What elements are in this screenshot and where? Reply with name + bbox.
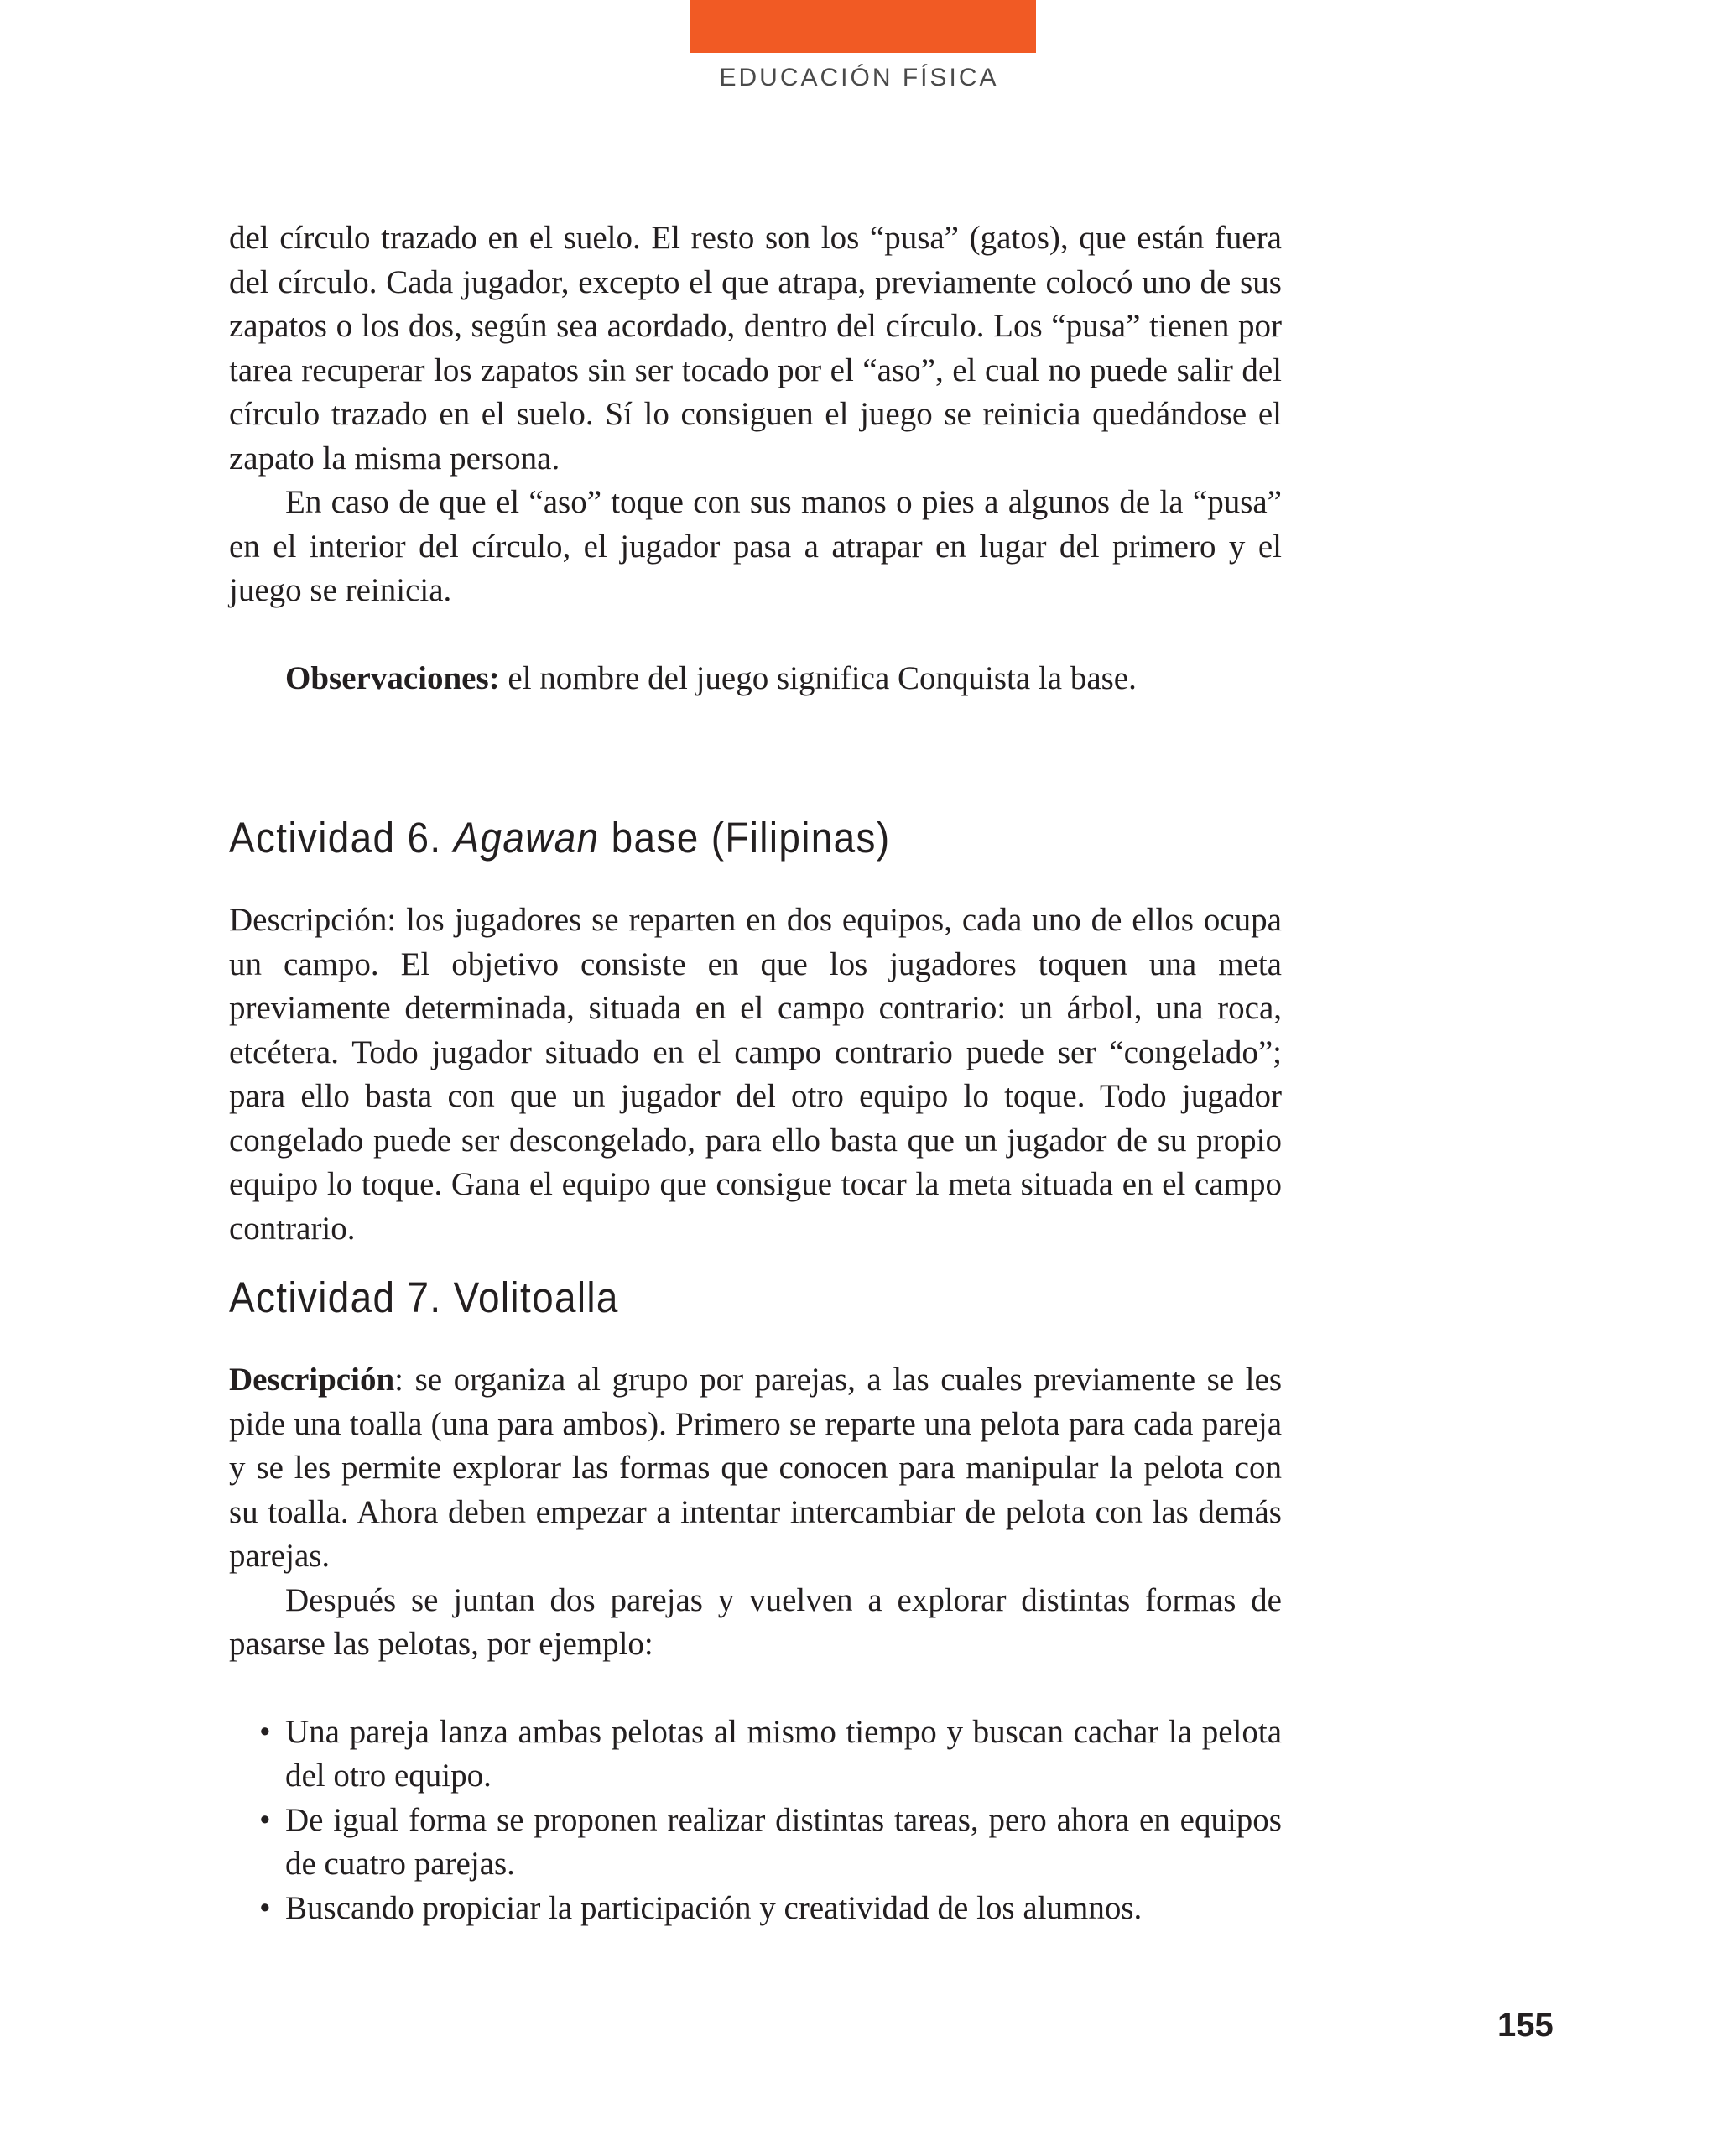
activity-6-description: Descripción: los jugadores se reparten en dos equipos, cada uno de ellos ocupa un campo. El objetivo consiste en que los jugadores toquen una meta previamente determinada, situada en el campo contrario: un árbol, una roca, etcétera. Todo jugador situado en el campo contrario puede ser “congelado”; para ello basta con que un jugador del otro equipo lo toque. Todo jugador congelado puede ser descongelado, para ello basta que un jugador de su propio equipo lo toque. Gana el equipo que consigue tocar la meta situada en el campo contrario. xyxy=(229,902,1282,1247)
header-accent-bar xyxy=(690,0,1036,53)
activity-7-description xyxy=(229,1358,1282,1579)
list-item-text: De igual forma se proponen realizar distintas tareas, pero ahora en equipos de cuatro parejas. xyxy=(285,1801,1282,1882)
descripcion-text: : se organiza al grupo por parejas, a las cuales previamente se les pide una toalla (una para ambos). Primero se reparte una pelota para cada pareja y se les permite explorar las formas que conocen para manipular la pelota con su toalla. Ahora deben empezar a intentar intercambiar de pelota con las demás parejas. xyxy=(229,1362,1282,1574)
running-header: EDUCACIÓN FÍSICA xyxy=(719,64,999,91)
list-item-text: Una pareja lanza ambas pelotas al mismo tiempo y buscan cachar la pelota del otro equipo. xyxy=(285,1713,1282,1794)
descripcion-label: Descripción xyxy=(229,1362,395,1398)
list-item xyxy=(229,1799,1282,1887)
page-body xyxy=(229,216,1282,1930)
activity-6-heading-prefix: Actividad 6. xyxy=(229,814,454,862)
list-item-text: Buscando propiciar la participación y creatividad de los alumnos. xyxy=(285,1889,1143,1926)
activity-7-heading: Actividad 7. Volitoalla xyxy=(229,1273,619,1321)
observaciones-label: Observaciones: xyxy=(285,659,500,696)
activity-6-heading xyxy=(229,811,1177,865)
page-number: 155 xyxy=(1497,2007,1554,2044)
list-item xyxy=(229,1887,1282,1931)
bullet-symbol: • xyxy=(259,1713,271,1750)
activity-7-paragraph-2: Después se juntan dos parejas y vuelven a explorar distintas formas de pasarse las pelotas, por ejemplo: xyxy=(229,1581,1282,1662)
continued-paragraph: del círculo trazado en el suelo. El resto son los “pusa” (gatos), que están fuera del círculo. Cada jugador, excepto el que atrapa, previamente colocó uno de sus zapatos o los dos, según sea acordado, dentro del círculo. Los “pusa” tienen por tarea recuperar los zapatos sin ser tocado por el “aso”, el cual no puede salir del círculo trazado en el suelo. Sí lo consiguen el juego se reinicia quedándose el zapato la misma persona. xyxy=(229,220,1282,477)
continued-paragraph-2: En caso de que el “aso” toque con sus manos o pies a algunos de la “pusa” en el interior del círculo, el jugador pasa a atrapar en lugar del primero y el juego se reinicia. xyxy=(229,484,1282,608)
activity-7-bullet-list xyxy=(229,1711,1282,1931)
activity-6-heading-suffix: base (Filipinas) xyxy=(599,814,891,862)
bullet-symbol: • xyxy=(259,1801,271,1838)
list-item xyxy=(229,1711,1282,1799)
observaciones-text: el nombre del juego significa Conquista la base. xyxy=(499,659,1137,696)
activity-6-heading-italic: Agawan xyxy=(453,814,600,862)
observaciones-paragraph xyxy=(229,657,1282,701)
bullet-symbol: • xyxy=(259,1889,271,1926)
